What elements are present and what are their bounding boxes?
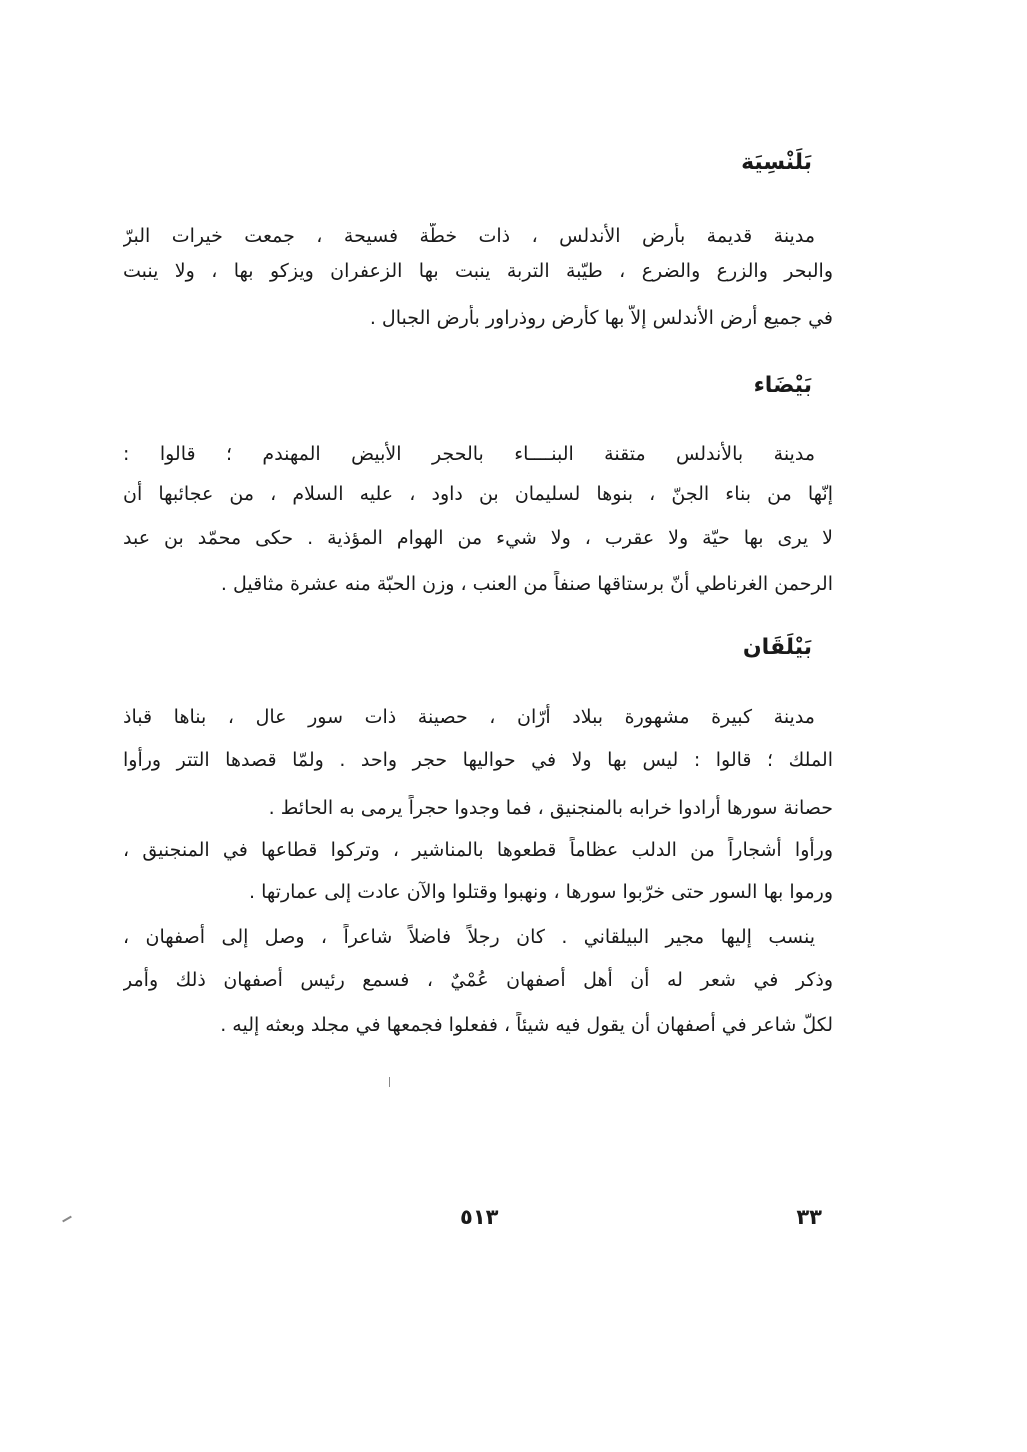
entry-text-line: ينسب إليها مجير البيلقاني . كان رجلاً فاضلاً شاعراً ، وصل إلى أصفهان ، — [123, 926, 815, 948]
entry-text-line: لا يرى بها حيّة ولا عقرب ، ولا شيء من الهوام المؤذية . حكى محمّد بن عبد — [123, 527, 833, 549]
entry-heading-baylaqan: بَيْلَقَان — [742, 635, 812, 660]
page-number-right: ٣٣ — [796, 1205, 822, 1229]
entry-text-line: إنّها من بناء الجنّ ، بنوها لسليمان بن داود ، عليه السلام ، من عجائبها أن — [123, 483, 833, 505]
entry-heading-balansiya: بَلَنْسِيَة — [741, 150, 812, 175]
entry-text-line: ورموا بها السور حتى خرّبوا سورها ، ونهبوا وقتلوا والآن عادت إلى عمارتها . — [249, 881, 833, 903]
page-number-center: ٥١٣ — [460, 1205, 499, 1229]
entry-text-line: مدينة كبيرة مشهورة ببلاد أرّان ، حصينة ذات سور عال ، بناها قباذ — [123, 706, 815, 728]
entry-text-line: وذكر في شعر له أن أهل أصفهان عُمْيٌ ، فسمع رئيس أصفهان ذلك وأمر — [123, 969, 833, 991]
entry-text-line: الرحمن الغرناطي أنّ برستاقها صنفاً من العنب ، وزن الحبّة منه عشرة مثاقيل . — [220, 573, 833, 595]
entry-text-line: الملك ؛ قالوا : ليس بها ولا في حواليها حجر واحد . ولمّا قصدها التتر ورأوا — [123, 749, 833, 771]
entry-text-line: مدينة قديمة بأرض الأندلس ، ذات خطّة فسيحة ، جمعت خيرات البرّ — [123, 225, 815, 247]
scan-speck — [62, 1216, 72, 1223]
entry-text-line: في جميع أرض الأندلس إلاّ بها كأرض روذراور بأرض الجبال . — [369, 307, 833, 329]
entry-text-line: ورأوا أشجاراً من الدلب عظاماً قطعوها بالمناشير ، وتركوا قطاعها في المنجنيق ، — [123, 839, 833, 861]
entry-text-line: مدينة بالأندلس متقنة البنــــاء بالحجر الأبيض المهندم ؛ قالوا : — [123, 443, 815, 465]
entry-text-line: حصانة سورها أرادوا خرابه بالمنجنيق ، فما وجدوا حجراً يرمى به الحائط . — [268, 797, 833, 819]
entry-heading-bayda: بَيْضَاء — [753, 373, 812, 398]
entry-text-line: والبحر والزرع والضرع ، طيّبة التربة ينبت بها الزعفران ويزكو بها ، ولا ينبت — [123, 260, 833, 282]
entry-text-line: لكلّ شاعر في أصفهان أن يقول فيه شيئاً ، ففعلوا فجمعها في مجلد وبعثه إليه . — [220, 1014, 833, 1036]
scan-speck — [389, 1077, 390, 1087]
